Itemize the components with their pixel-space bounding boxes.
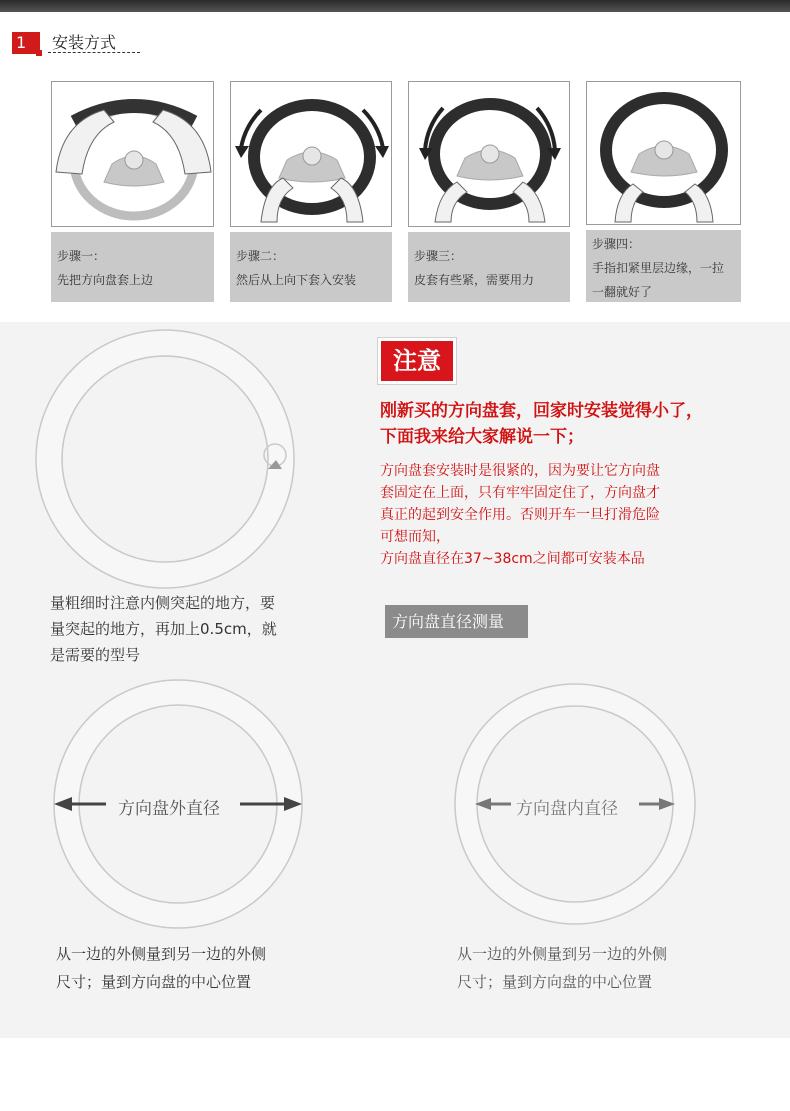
notice-body-line: 方向盘直径在37~38cm之间都可安装本品 — [380, 551, 645, 567]
step3-text: 皮套有些紧，需要用力 — [414, 273, 535, 287]
outer-caption — [56, 940, 266, 996]
step2-caption — [230, 232, 392, 302]
wheel-ring-diagram — [20, 322, 320, 602]
section-number: 1 — [12, 32, 40, 54]
notice-body-line: 真正的起到安全作用。否则开车一旦打滑危险 — [380, 507, 660, 523]
steering-wheel-finished-icon — [587, 82, 741, 225]
notice-body-line: 套固定在上面，只有牢牢固定住了，方向盘才 — [380, 485, 660, 501]
measure-note-line2: 量突起的地方，再加上0.5cm，就 — [50, 620, 277, 638]
diameter-measurement-tag: 方向盘直径测量 — [385, 605, 528, 638]
inner-caption — [457, 940, 667, 996]
outer-caption-line2: 尺寸；量到方向盘的中心位置 — [56, 973, 252, 991]
notice-title-line2: 下面我来给大家解说一下； — [380, 427, 584, 447]
step3-caption — [408, 232, 570, 302]
notice-tag: 注意 — [381, 341, 453, 381]
steering-wheel-hands-icon — [52, 82, 214, 227]
notice-body — [380, 460, 730, 570]
step4-text-line1: 手指扣紧里层边缘，一拉 — [592, 261, 725, 275]
step1-caption — [51, 232, 214, 302]
step3-image — [408, 81, 570, 227]
step3-title: 步骤三： — [414, 249, 463, 263]
measure-note-line1: 量粗细时注意内侧突起的地方，要 — [50, 594, 276, 612]
inner-caption-line1: 从一边的外侧量到另一边的外侧 — [457, 945, 668, 963]
step4-text-line2: 一翻就好了 — [592, 285, 653, 299]
section-underline — [48, 52, 140, 53]
measure-note — [50, 590, 320, 668]
outer-caption-line1: 从一边的外侧量到另一边的外侧 — [56, 945, 267, 963]
inner-caption-line2: 尺寸；量到方向盘的中心位置 — [457, 973, 653, 991]
step4-title: 步骤四： — [592, 237, 641, 251]
step2-title: 步骤二： — [236, 249, 285, 263]
step2-text: 然后从上向下套入安装 — [236, 273, 357, 287]
notice-body-line: 方向盘套安装时是很紧的，因为要让它方向盘 — [380, 463, 660, 479]
notice-title-line1: 刚新买的方向盘套，回家时安装觉得小了， — [380, 401, 703, 421]
steering-wheel-push-icon — [409, 82, 570, 227]
step2-image — [230, 81, 392, 227]
section-title: 安装方式 — [52, 33, 117, 52]
top-bar — [0, 0, 790, 12]
step1-title: 步骤一： — [57, 249, 106, 263]
step1-text: 先把方向盘套上边 — [57, 273, 154, 287]
step4-caption — [586, 230, 741, 302]
notice-title — [380, 398, 775, 450]
steering-wheel-rotate-icon — [231, 82, 392, 227]
step1-image — [51, 81, 214, 227]
notice-body-line: 可想而知， — [380, 529, 450, 545]
section-number-tick — [36, 50, 42, 56]
outer-diameter-label: 方向盘外直径 — [118, 799, 220, 819]
measure-note-line3: 是需要的型号 — [50, 646, 141, 664]
inner-diameter-label: 方向盘内直径 — [516, 799, 618, 819]
step4-image — [586, 81, 741, 225]
